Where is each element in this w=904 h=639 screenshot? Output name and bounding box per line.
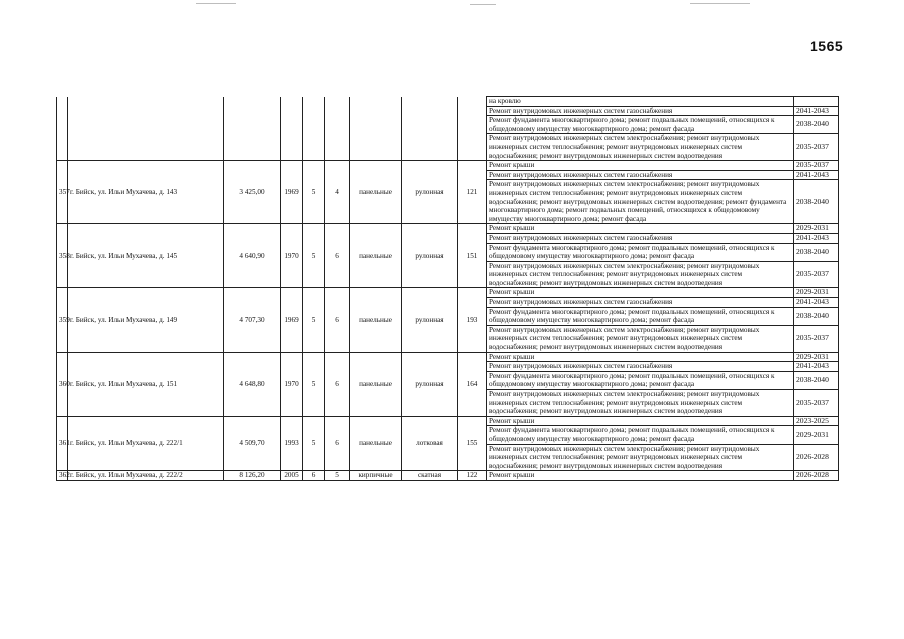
- empty-cell-num: [57, 97, 68, 161]
- work-description: Ремонт фундамента многоквартирного дома; ремонт подвальных помещений, относящихся к общедомовому имуществу многоквартирного дома; ремонт фасада: [487, 307, 794, 325]
- wall-material-cell: панельные: [350, 352, 402, 416]
- page-number: 1565: [810, 38, 844, 54]
- work-description: Ремонт внутридомовых инженерных систем газоснабжения: [487, 362, 794, 372]
- wall-material-cell: панельные: [350, 224, 402, 288]
- work-period: 2023-2025: [794, 416, 839, 426]
- wall-material-cell: панельные: [350, 161, 402, 224]
- entrances-cell: 6: [325, 288, 350, 352]
- work-description: Ремонт фундамента многоквартирного дома; ремонт подвальных помещений, относящихся к общедомовому имуществу многоквартирного дома; ремонт фасада: [487, 116, 794, 134]
- floors-cell: 6: [303, 471, 325, 481]
- work-description: на кровлю: [487, 97, 794, 107]
- row-number: 362: [57, 471, 68, 481]
- work-description: Ремонт внутридомовых инженерных систем электроснабжения; ремонт внутридомовых инженерных систем теплоснабжения; ремонт внутридомовых инженерных систем водоснабжения; ремонт внутридомовых инженерных систем водоотведения: [487, 444, 794, 471]
- entrances-cell: 6: [325, 224, 350, 288]
- floors-cell: 5: [303, 288, 325, 352]
- work-description: Ремонт внутридомовых инженерных систем электроснабжения; ремонт внутридомовых инженерных систем теплоснабжения; ремонт внутридомовых инженерных систем водоснабжения; ремонт внутридомовых инженерных систем водоотведения; ремонт фундамента многоквартирного дома; ремонт подвальных помещений, относящихся к общедомовому имуществу многоквартирного дома; ремонт фасада: [487, 180, 794, 224]
- work-period: [794, 97, 839, 107]
- entrances-cell: 6: [325, 352, 350, 416]
- year-built-cell: 1970: [281, 352, 303, 416]
- work-description: Ремонт крыши: [487, 161, 794, 171]
- floors-cell: 5: [303, 224, 325, 288]
- empty-cell-address: [68, 97, 224, 161]
- empty-cell-walls: [350, 97, 402, 161]
- entrances-cell: 4: [325, 161, 350, 224]
- work-description: Ремонт крыши: [487, 471, 794, 481]
- table-row: [57, 161, 839, 171]
- area-cell: 4 648,80: [224, 352, 281, 416]
- floors-cell: 5: [303, 352, 325, 416]
- work-period: 2035-2037: [794, 390, 839, 417]
- work-description: Ремонт крыши: [487, 288, 794, 298]
- apartments-cell: 155: [458, 416, 487, 471]
- apartments-cell: 121: [458, 161, 487, 224]
- scan-artifact: [470, 4, 496, 5]
- table-row: [57, 224, 839, 234]
- work-description: Ремонт внутридомовых инженерных систем электроснабжения; ремонт внутридомовых инженерных систем теплоснабжения; ремонт внутридомовых инженерных систем водоснабжения; ремонт внутридомовых инженерных систем водоотведения: [487, 134, 794, 161]
- repair-schedule-table: [56, 96, 839, 481]
- work-description: Ремонт внутридомовых инженерных систем электроснабжения; ремонт внутридомовых инженерных систем теплоснабжения; ремонт внутридомовых инженерных систем водоснабжения; ремонт внутридомовых инженерных систем водоотведения: [487, 390, 794, 417]
- roof-type-cell: рулонная: [402, 352, 458, 416]
- table-row: [57, 471, 839, 481]
- area-cell: 4 509,70: [224, 416, 281, 471]
- work-period: 2026-2028: [794, 444, 839, 471]
- work-period: 2041-2043: [794, 362, 839, 372]
- work-description: Ремонт внутридомовых инженерных систем газоснабжения: [487, 106, 794, 116]
- address-cell: г. Бийск, ул. Ильи Мухачева, д. 149: [68, 288, 224, 352]
- address-cell: г. Бийск, ул. Ильи Мухачева, д. 143: [68, 161, 224, 224]
- work-period: 2041-2043: [794, 106, 839, 116]
- row-number: 358: [57, 224, 68, 288]
- work-period: 2029-2031: [794, 288, 839, 298]
- work-description: Ремонт фундамента многоквартирного дома; ремонт подвальных помещений, относящихся к общедомовому имуществу многоквартирного дома; ремонт фасада: [487, 243, 794, 261]
- floors-cell: 5: [303, 416, 325, 471]
- table-row: [57, 416, 839, 426]
- area-cell: 3 425,00: [224, 161, 281, 224]
- wall-material-cell: кирпичные: [350, 471, 402, 481]
- address-cell: г. Бийск, ул. Ильи Мухачева, д. 222/1: [68, 416, 224, 471]
- empty-cell-roof: [402, 97, 458, 161]
- roof-type-cell: рулонная: [402, 224, 458, 288]
- work-period: 2026-2028: [794, 471, 839, 481]
- work-period: 2038-2040: [794, 371, 839, 389]
- empty-cell-area: [224, 97, 281, 161]
- table-row: [57, 288, 839, 298]
- work-description: Ремонт крыши: [487, 352, 794, 362]
- work-period: 2029-2031: [794, 426, 839, 444]
- row-number: 359: [57, 288, 68, 352]
- year-built-cell: 1969: [281, 161, 303, 224]
- work-period: 2041-2043: [794, 170, 839, 180]
- scan-artifact: [690, 3, 750, 4]
- work-period: 2035-2037: [794, 261, 839, 288]
- work-description: Ремонт внутридомовых инженерных систем газоснабжения: [487, 298, 794, 308]
- work-description: Ремонт внутридомовых инженерных систем электроснабжения; ремонт внутридомовых инженерных систем теплоснабжения; ремонт внутридомовых инженерных систем водоснабжения; ремонт внутридомовых инженерных систем водоотведения: [487, 325, 794, 352]
- wall-material-cell: панельные: [350, 288, 402, 352]
- row-number: 361: [57, 416, 68, 471]
- roof-type-cell: скатная: [402, 471, 458, 481]
- empty-cell-year: [281, 97, 303, 161]
- work-description: Ремонт фундамента многоквартирного дома; ремонт подвальных помещений, относящихся к общедомовому имуществу многоквартирного дома; ремонт фасада: [487, 371, 794, 389]
- roof-type-cell: рулонная: [402, 161, 458, 224]
- work-period: 2038-2040: [794, 116, 839, 134]
- year-built-cell: 1969: [281, 288, 303, 352]
- apartments-cell: 164: [458, 352, 487, 416]
- row-number: 357: [57, 161, 68, 224]
- area-cell: 4 640,90: [224, 224, 281, 288]
- work-period: 2035-2037: [794, 161, 839, 171]
- work-period: 2038-2040: [794, 243, 839, 261]
- work-period: 2035-2037: [794, 134, 839, 161]
- empty-cell-floors: [303, 97, 325, 161]
- row-number: 360: [57, 352, 68, 416]
- work-period: 2035-2037: [794, 325, 839, 352]
- roof-type-cell: лотковая: [402, 416, 458, 471]
- work-description: Ремонт фундамента многоквартирного дома; ремонт подвальных помещений, относящихся к общедомовому имуществу многоквартирного дома; ремонт фасада: [487, 426, 794, 444]
- year-built-cell: 1993: [281, 416, 303, 471]
- table-row: [57, 97, 839, 107]
- work-period: 2041-2043: [794, 233, 839, 243]
- apartments-cell: 193: [458, 288, 487, 352]
- apartments-cell: 151: [458, 224, 487, 288]
- apartments-cell: 122: [458, 471, 487, 481]
- wall-material-cell: панельные: [350, 416, 402, 471]
- address-cell: г. Бийск, ул. Ильи Мухачева, д. 151: [68, 352, 224, 416]
- table-row: [57, 352, 839, 362]
- work-description: Ремонт внутридомовых инженерных систем газоснабжения: [487, 170, 794, 180]
- scan-artifact: [196, 3, 236, 4]
- work-period: 2029-2031: [794, 352, 839, 362]
- empty-cell-entrances: [325, 97, 350, 161]
- work-period: 2038-2040: [794, 307, 839, 325]
- work-description: Ремонт внутридомовых инженерных систем газоснабжения: [487, 233, 794, 243]
- empty-cell-apartments: [458, 97, 487, 161]
- year-built-cell: 1970: [281, 224, 303, 288]
- work-period: 2038-2040: [794, 180, 839, 224]
- area-cell: 4 707,30: [224, 288, 281, 352]
- entrances-cell: 6: [325, 416, 350, 471]
- address-cell: г. Бийск, ул. Ильи Мухачева, д. 222/2: [68, 471, 224, 481]
- entrances-cell: 5: [325, 471, 350, 481]
- work-period: 2041-2043: [794, 298, 839, 308]
- roof-type-cell: рулонная: [402, 288, 458, 352]
- work-period: 2029-2031: [794, 224, 839, 234]
- area-cell: 8 126,20: [224, 471, 281, 481]
- work-description: Ремонт крыши: [487, 224, 794, 234]
- address-cell: г. Бийск, ул. Ильи Мухачева, д. 145: [68, 224, 224, 288]
- work-description: Ремонт внутридомовых инженерных систем электроснабжения; ремонт внутридомовых инженерных систем теплоснабжения; ремонт внутридомовых инженерных систем водоснабжения; ремонт внутридомовых инженерных систем водоотведения: [487, 261, 794, 288]
- floors-cell: 5: [303, 161, 325, 224]
- work-description: Ремонт крыши: [487, 416, 794, 426]
- year-built-cell: 2005: [281, 471, 303, 481]
